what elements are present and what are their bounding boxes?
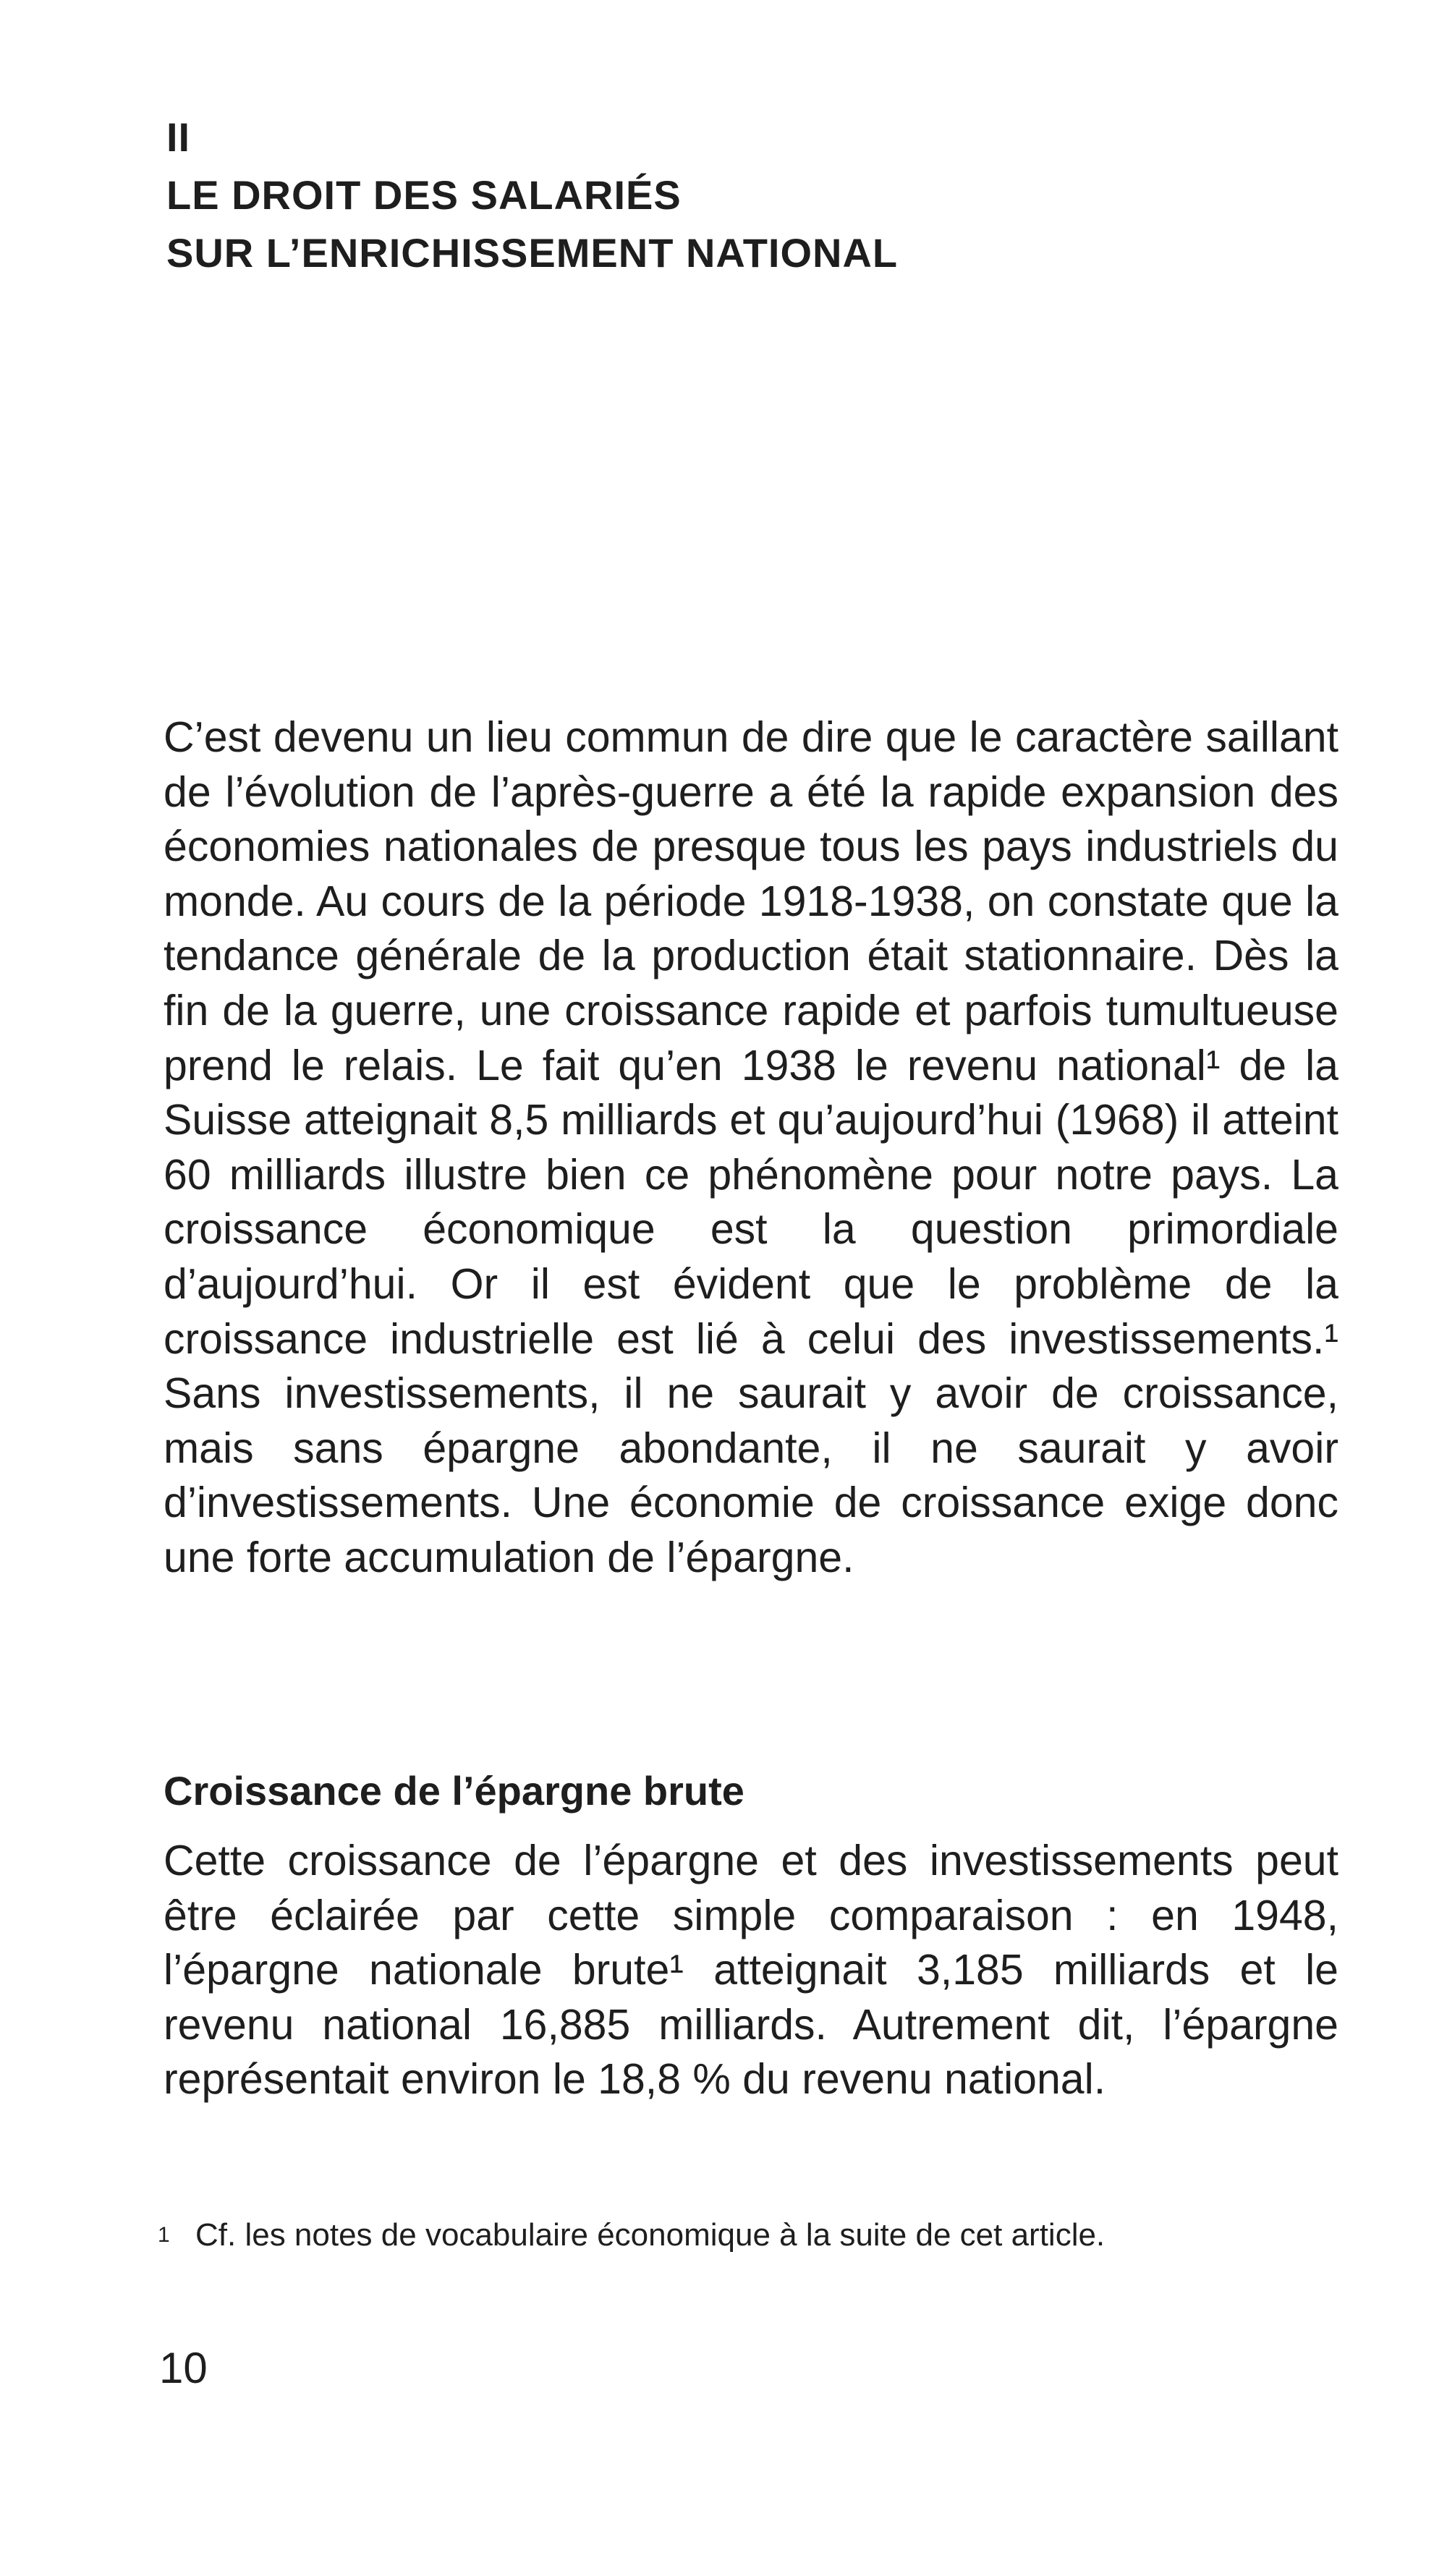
chapter-number: II	[166, 114, 191, 160]
section-heading: Croissance de l’épargne brute	[164, 1768, 744, 1814]
page-number: 10	[159, 2344, 208, 2392]
footnote	[158, 2215, 1338, 2256]
body-paragraph-1: C’est devenu un lieu commun de dire que le caractère saillant de l’évolution de l’après-guerre a été la rapide expansion des économies nationales de presque tous les pays industriels du monde. Au cours de la période 1918-1938, on constate que la tendance générale de la production était stationnaire. Dès la fin de la guerre, une croissance rapide et parfois tumultueuse prend le relais. Le fait qu’en 1938 le revenu national¹ de la Suisse atteignait 8,5 milliards et qu’aujourd’hui (1968) il atteint 60 milliards illustre bien ce phénomène pour notre pays. La croissance économique est la question primordiale d’aujourd’hui. Or il est évident que le problème de la croissance industrielle est lié à celui des investissements.¹ Sans investissements, il ne saurait y avoir de croissance, mais sans épargne abondante, il ne saurait y avoir d’investissements. Une économie de croissance exige donc une forte accumulation de l’épargne.	[164, 713, 1338, 1581]
chapter-title-line-2: SUR L’ENRICHISSEMENT NATIONAL	[166, 230, 899, 276]
footnote-text: Cf. les notes de vocabulaire économique à la suite de cet article.	[195, 2217, 1106, 2253]
chapter-title-line-1: LE DROIT DES SALARIÉS	[166, 172, 682, 218]
footnote-mark: 1	[158, 2223, 170, 2247]
chapter-heading	[166, 109, 1324, 282]
body-paragraph-2: Cette croissance de l’épargne et des investissements peut être éclairée par cette simple comparaison : en 1948, l’épargne nationale brute¹ atteignait 3,185 milliards et le revenu national 16,885 milliards. Autrement dit, l’épargne représentait environ le 18,8 % du revenu national.	[164, 1837, 1338, 2104]
